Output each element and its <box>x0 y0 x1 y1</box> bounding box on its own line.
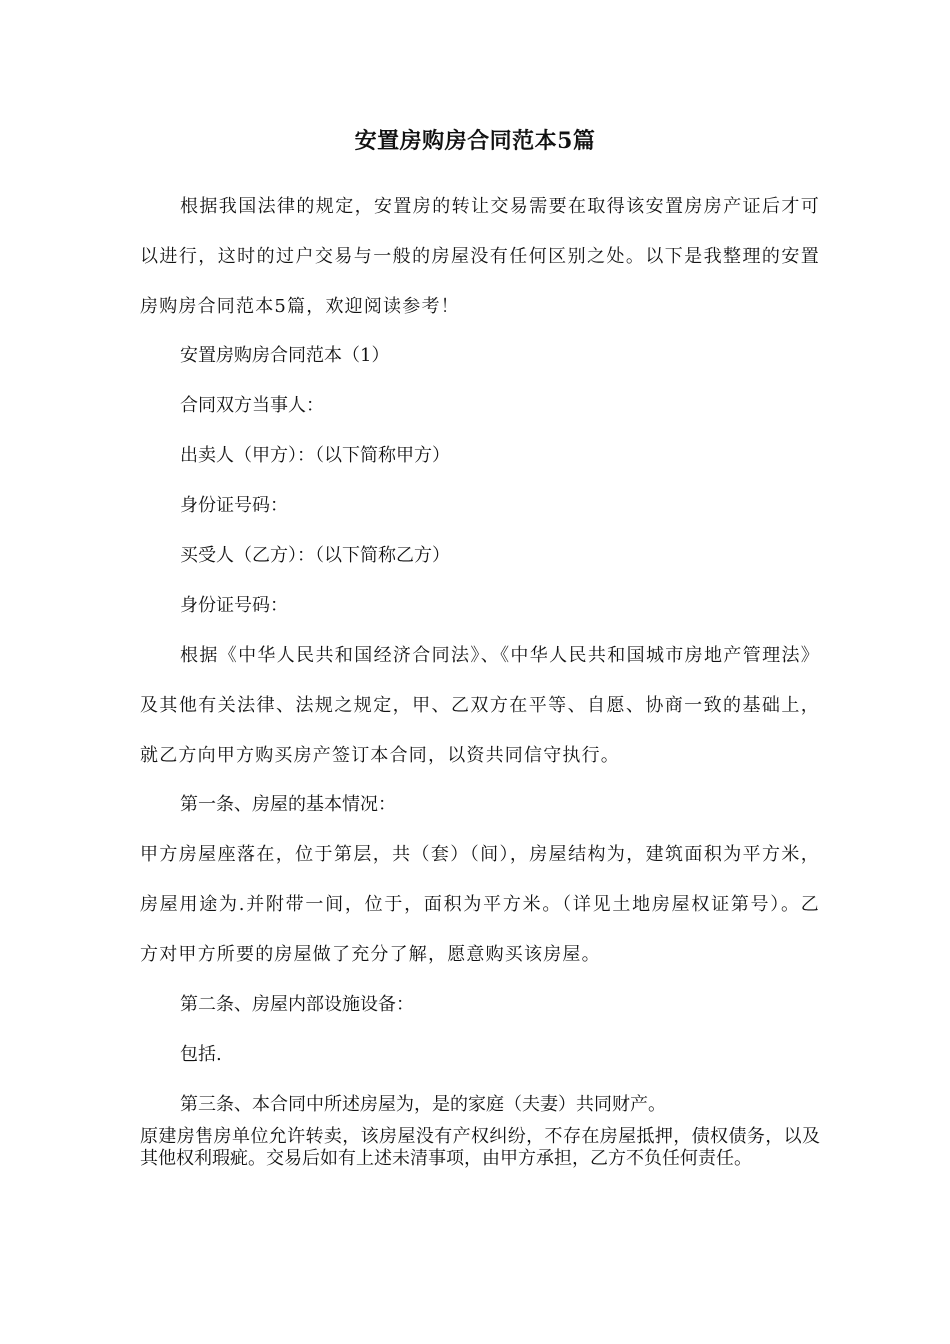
basis-paragraph: 根据《中华人民共和国经济合同法》、《中华人民共和国城市房地产管理法》及其他有关法律、法规之规定，甲、乙双方在平等、自愿、协商一致的基础上，就乙方向甲方购买房产签订本合同，以资共同信守执行。 <box>140 645 820 766</box>
article2-heading: 第二条、房屋内部设施设备： <box>180 994 414 1015</box>
parties-heading: 合同双方当事人： <box>180 395 324 416</box>
article1-body: 甲方房屋座落在，位于第层，共（套）（间），房屋结构为，建筑面积为平方米，房屋用途为.并附带一间，位于，面积为平方米。（详见土地房屋权证第号）。乙方对甲方所要的房屋做了充分了解，愿意购买该房屋。 <box>140 844 820 965</box>
seller-line: 出卖人（甲方）：（以下简称甲方） <box>180 445 450 466</box>
section-heading: 安置房购房合同范本（1） <box>180 345 390 366</box>
buyer-id-line: 身份证号码： <box>180 595 288 616</box>
document-title: 安置房购房合同范本5篇 <box>354 128 596 154</box>
article3-heading: 第三条、本合同中所述房屋为，是的家庭（夫妻）共同财产。 <box>180 1094 666 1115</box>
seller-id-line: 身份证号码： <box>180 495 288 516</box>
article1-heading: 第一条、房屋的基本情况： <box>180 794 396 815</box>
article2-body: 包括. <box>180 1044 222 1065</box>
buyer-line: 买受人（乙方）：（以下简称乙方） <box>180 545 450 566</box>
article3-body: 原建房售房单位允许转卖，该房屋没有产权纠纷，不存在房屋抵押，债权债务，以及其他权利瑕疵。交易后如有上述未清事项，由甲方承担，乙方不负任何责任。 <box>140 1126 820 1169</box>
intro-paragraph: 根据我国法律的规定，安置房的转让交易需要在取得该安置房房产证后才可以进行，这时的过户交易与一般的房屋没有任何区别之处。以下是我整理的安置房购房合同范本5篇，欢迎阅读参考！ <box>140 196 820 317</box>
